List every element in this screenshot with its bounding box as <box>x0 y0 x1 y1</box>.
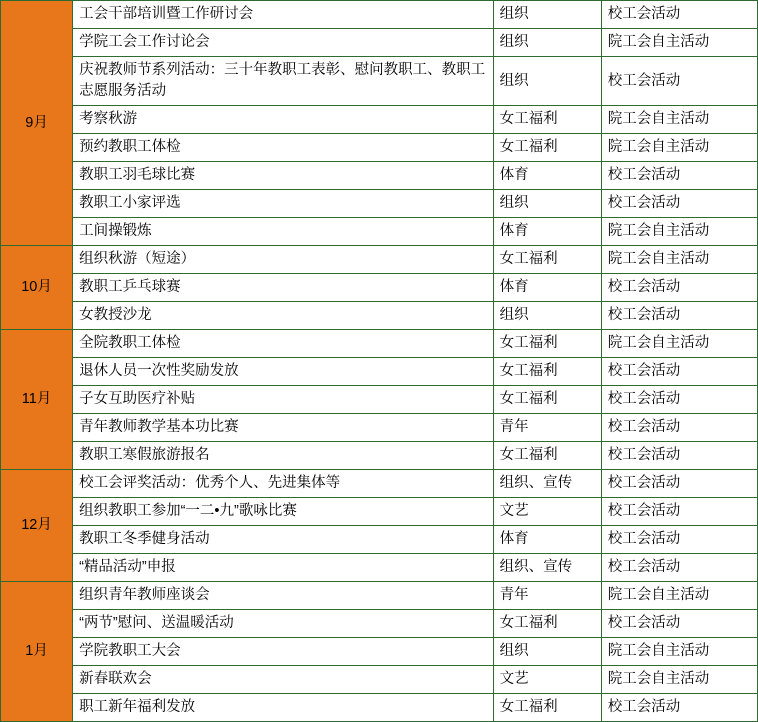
activity-type-cell: 校工会活动 <box>601 554 757 582</box>
activity-cell: 组织青年教师座谈会 <box>73 582 494 610</box>
month-cell: 1月 <box>1 582 73 722</box>
table-row <box>1 442 758 470</box>
table-row <box>1 1 758 29</box>
table-row <box>1 246 758 274</box>
activity-type-cell: 校工会活动 <box>601 190 757 218</box>
activity-type-cell: 院工会自主活动 <box>601 106 757 134</box>
department-cell: 文艺 <box>493 666 601 694</box>
department-cell: 女工福利 <box>493 134 601 162</box>
department-cell: 女工福利 <box>493 694 601 722</box>
activity-cell: 退休人员一次性奖励发放 <box>73 358 494 386</box>
department-cell: 女工福利 <box>493 106 601 134</box>
department-cell: 女工福利 <box>493 386 601 414</box>
activity-cell: 预约教职工体检 <box>73 134 494 162</box>
activity-type-cell: 院工会自主活动 <box>601 638 757 666</box>
activity-cell: 组织秋游（短途） <box>73 246 494 274</box>
activity-cell: 工间操锻炼 <box>73 218 494 246</box>
table-row <box>1 57 758 106</box>
table-row <box>1 554 758 582</box>
department-cell: 女工福利 <box>493 246 601 274</box>
table-row <box>1 638 758 666</box>
activity-cell: 工会干部培训暨工作研讨会 <box>73 1 494 29</box>
department-cell: 组织 <box>493 190 601 218</box>
department-cell: 组织、宣传 <box>493 554 601 582</box>
activity-type-cell: 院工会自主活动 <box>601 582 757 610</box>
table-row <box>1 302 758 330</box>
activity-type-cell: 校工会活动 <box>601 57 757 106</box>
activity-cell: 职工新年福利发放 <box>73 694 494 722</box>
activity-type-cell: 校工会活动 <box>601 470 757 498</box>
table-row <box>1 106 758 134</box>
department-cell: 青年 <box>493 414 601 442</box>
table-row <box>1 386 758 414</box>
department-cell: 组织 <box>493 57 601 106</box>
department-cell: 组织 <box>493 638 601 666</box>
table-row <box>1 666 758 694</box>
activity-cell: 学院教职工大会 <box>73 638 494 666</box>
activity-cell: “精品活动”申报 <box>73 554 494 582</box>
table-row <box>1 134 758 162</box>
activity-cell: 教职工乒乓球赛 <box>73 274 494 302</box>
activity-cell: 校工会评奖活动：优秀个人、先进集体等 <box>73 470 494 498</box>
activity-type-cell: 校工会活动 <box>601 274 757 302</box>
department-cell: 组织 <box>493 1 601 29</box>
department-cell: 组织 <box>493 302 601 330</box>
activity-type-cell: 校工会活动 <box>601 498 757 526</box>
activity-cell: 女教授沙龙 <box>73 302 494 330</box>
activity-cell: 教职工冬季健身活动 <box>73 526 494 554</box>
month-cell: 11月 <box>1 330 73 470</box>
department-cell: 文艺 <box>493 498 601 526</box>
month-cell: 9月 <box>1 1 73 246</box>
department-cell: 青年 <box>493 582 601 610</box>
activity-type-cell: 校工会活动 <box>601 1 757 29</box>
table-row <box>1 498 758 526</box>
activity-cell: “两节”慰问、送温暖活动 <box>73 610 494 638</box>
table-row <box>1 190 758 218</box>
table-row <box>1 274 758 302</box>
activity-type-cell: 院工会自主活动 <box>601 666 757 694</box>
activity-type-cell: 院工会自主活动 <box>601 246 757 274</box>
activity-cell: 青年教师教学基本功比赛 <box>73 414 494 442</box>
department-cell: 组织 <box>493 29 601 57</box>
table-row <box>1 162 758 190</box>
activity-type-cell: 院工会自主活动 <box>601 218 757 246</box>
department-cell: 组织、宣传 <box>493 470 601 498</box>
activity-type-cell: 校工会活动 <box>601 162 757 190</box>
activity-cell: 学院工会工作讨论会 <box>73 29 494 57</box>
table-row <box>1 610 758 638</box>
table-row <box>1 470 758 498</box>
activity-type-cell: 院工会自主活动 <box>601 29 757 57</box>
department-cell: 体育 <box>493 218 601 246</box>
activity-cell: 教职工寒假旅游报名 <box>73 442 494 470</box>
table-row <box>1 218 758 246</box>
activity-cell: 全院教职工体检 <box>73 330 494 358</box>
department-cell: 女工福利 <box>493 330 601 358</box>
table-row <box>1 414 758 442</box>
table-row <box>1 694 758 722</box>
department-cell: 体育 <box>493 274 601 302</box>
month-cell: 12月 <box>1 470 73 582</box>
month-cell: 10月 <box>1 246 73 330</box>
activity-cell: 子女互助医疗补贴 <box>73 386 494 414</box>
department-cell: 女工福利 <box>493 442 601 470</box>
activity-type-cell: 校工会活动 <box>601 386 757 414</box>
activity-cell: 组织教职工参加“一二•九”歌咏比赛 <box>73 498 494 526</box>
activity-type-cell: 校工会活动 <box>601 358 757 386</box>
activity-type-cell: 校工会活动 <box>601 694 757 722</box>
department-cell: 女工福利 <box>493 610 601 638</box>
activity-type-cell: 校工会活动 <box>601 302 757 330</box>
department-cell: 体育 <box>493 526 601 554</box>
activity-cell: 新春联欢会 <box>73 666 494 694</box>
table-row <box>1 330 758 358</box>
activity-type-cell: 校工会活动 <box>601 414 757 442</box>
activity-cell: 庆祝教师节系列活动：三十年教职工表彰、慰问教职工、教职工志愿服务活动 <box>73 57 494 106</box>
table-row <box>1 526 758 554</box>
department-cell: 女工福利 <box>493 358 601 386</box>
department-cell: 体育 <box>493 162 601 190</box>
activity-type-cell: 校工会活动 <box>601 526 757 554</box>
activity-type-cell: 校工会活动 <box>601 442 757 470</box>
activity-cell: 教职工小家评选 <box>73 190 494 218</box>
activity-type-cell: 校工会活动 <box>601 610 757 638</box>
table-row <box>1 358 758 386</box>
activity-type-cell: 院工会自主活动 <box>601 330 757 358</box>
table-row <box>1 29 758 57</box>
activity-cell: 考察秋游 <box>73 106 494 134</box>
activity-type-cell: 院工会自主活动 <box>601 134 757 162</box>
activity-cell: 教职工羽毛球比赛 <box>73 162 494 190</box>
